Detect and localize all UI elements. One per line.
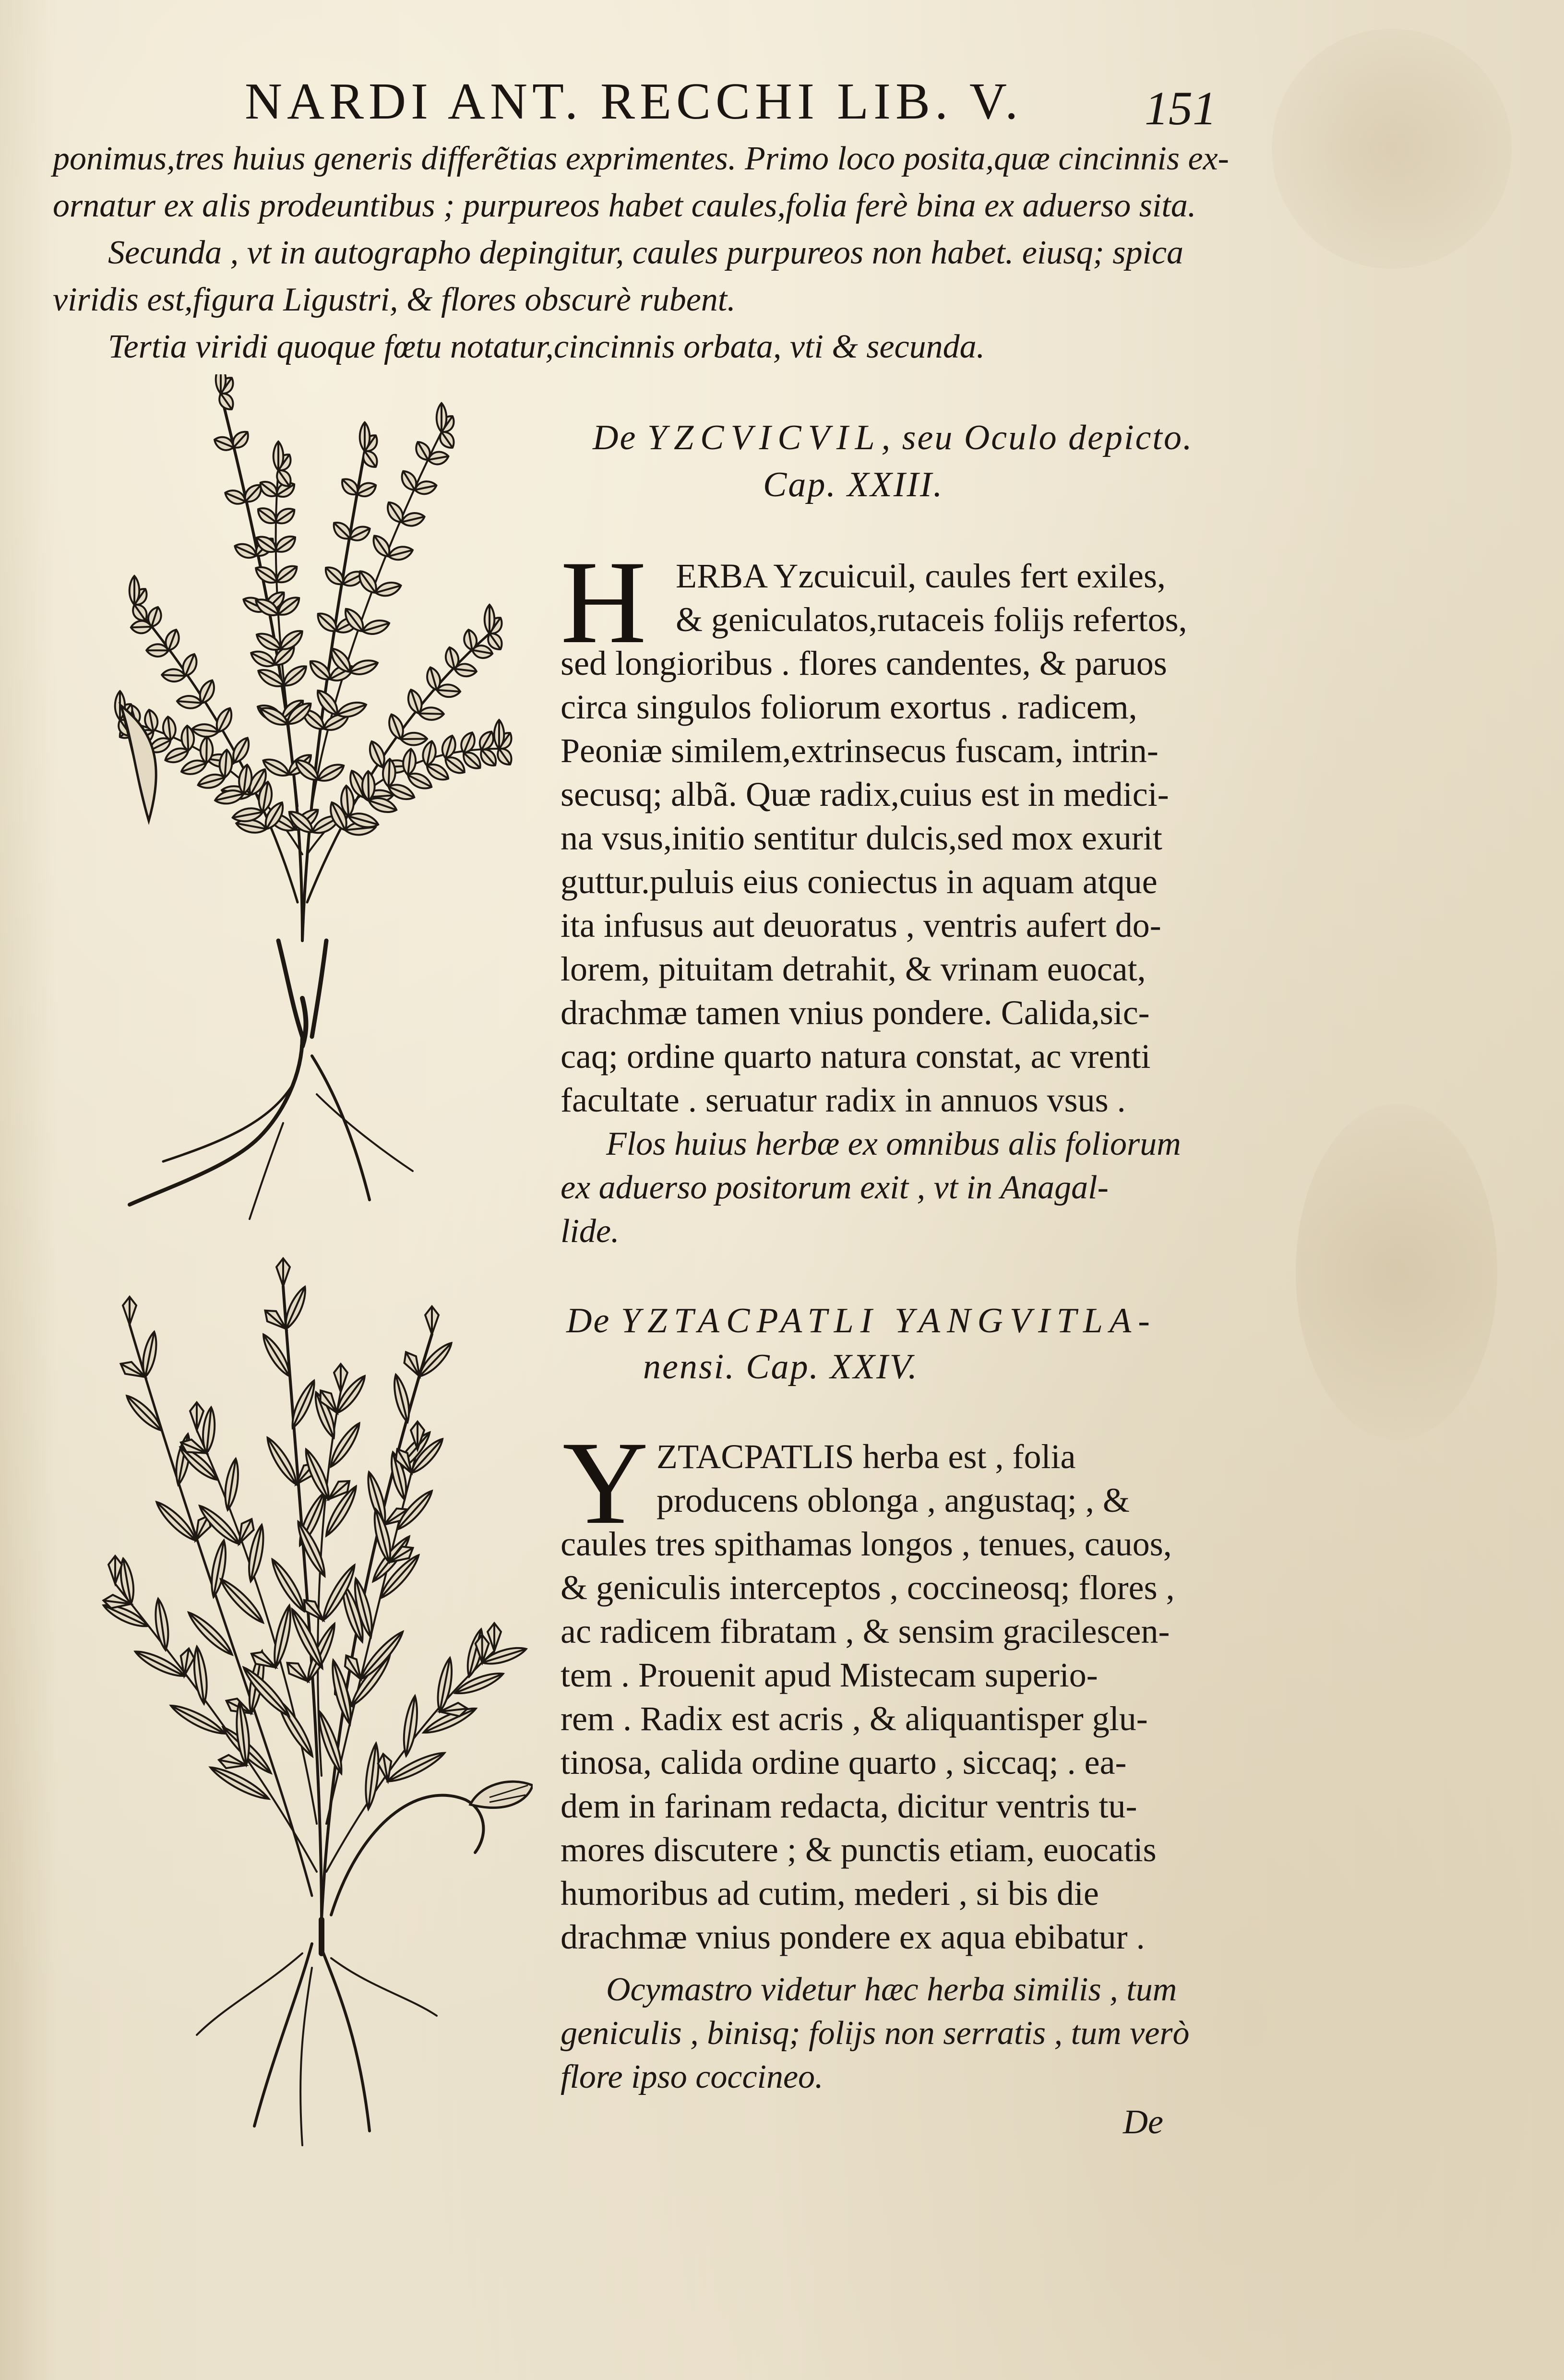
leaf-mark xyxy=(268,1556,309,1614)
leaf-mark xyxy=(391,1373,413,1423)
flower-bud-mark xyxy=(190,1402,203,1430)
body-line: rem . Radix est acris , & aliquantisper glu- xyxy=(561,1699,1148,1738)
intro-paragraph xyxy=(53,135,1238,371)
leaf-mark xyxy=(274,442,284,470)
body-line: guttur.puluis eius coniectus in aquam atque xyxy=(561,862,1158,901)
leaf-mark xyxy=(361,617,391,637)
chapter-24-number: nensi. Cap. XXIV. xyxy=(643,1347,919,1387)
leaf-mark xyxy=(437,403,447,432)
note-line: geniculis , binisq; folijs non serratis , tum verò xyxy=(561,2015,1190,2052)
body-line: ZTACPATLIS herba est , folia xyxy=(657,1437,1076,1476)
woodcut-plant-yztacpatli xyxy=(72,1248,533,2160)
leaf-mark xyxy=(143,708,159,732)
leaf-mark xyxy=(231,806,264,824)
body-line: tinosa, calida ordine quarto , siccaq; . ea- xyxy=(561,1743,1127,1782)
paper-stain xyxy=(1296,1104,1497,1440)
leaf-mark xyxy=(374,580,403,599)
body-line: ERBA Yzcuicuil, caules fert exiles, xyxy=(676,557,1166,595)
body-line: tem . Prouenit apud Mistecam superio- xyxy=(561,1656,1098,1694)
leaf-mark xyxy=(436,684,461,698)
body-line: drachmæ tamen vnius pondere. Calida,sic- xyxy=(561,993,1150,1032)
leaf-mark xyxy=(146,644,168,657)
flower-bud-mark xyxy=(425,1306,439,1334)
leaf-mark xyxy=(418,707,444,720)
leaf-mark xyxy=(421,740,438,767)
leaf-mark xyxy=(191,1646,210,1704)
leaf-mark xyxy=(401,1695,420,1757)
flower-bud-mark xyxy=(108,1556,122,1584)
leaf-mark xyxy=(153,1498,199,1544)
page-number: 151 xyxy=(1145,82,1217,135)
leaf-mark xyxy=(215,390,237,413)
body-line: producens oblonga , angustaq; , & xyxy=(657,1481,1130,1519)
body-line: drachmæ vnius pondere ex aqua ebibatur . xyxy=(561,1918,1145,1956)
leaf-mark xyxy=(153,1598,171,1650)
leaf-mark xyxy=(222,1458,241,1511)
body-line: Peoniæ similem,extrinsecus fuscam, intrin- xyxy=(561,731,1158,770)
chapter-23-heading xyxy=(593,418,1193,458)
chapter-24-note xyxy=(561,1968,1242,2099)
note-line: flore ipso coccineo. xyxy=(561,2058,824,2095)
drop-cap-h: H xyxy=(561,536,647,668)
body-line: sed longioribus . flores candentes, & paruos xyxy=(561,644,1167,682)
catchword: De xyxy=(1123,2103,1163,2141)
drooping-flower xyxy=(470,1782,533,1807)
body-line: ac radicem fibratam , & sensim gracilescen- xyxy=(561,1612,1170,1650)
flower-bud-mark xyxy=(488,1623,501,1651)
heading-plant-name: YZTACPATLI YANGVITLA- xyxy=(621,1301,1157,1340)
body-line: dem in farinam redacta, dicitur ventris tu- xyxy=(561,1787,1137,1825)
note-line: Ocymastro videtur hæc herba similis , tum xyxy=(606,1971,1177,2008)
body-line: & geniculatos,rutaceis folijs refertos, xyxy=(676,600,1187,639)
body-line: na vsus,initio sentitur dulcis,sed mox exurit xyxy=(561,819,1162,857)
running-head: NARDI ANT. RECCHI LIB. V. xyxy=(245,73,1023,130)
leaf-mark xyxy=(436,429,457,452)
body-line: mores discutere ; & punctis etiam, euocatis xyxy=(561,1830,1157,1869)
heading-suffix: , seu Oculo depicto. xyxy=(881,418,1194,457)
flower-bud-mark xyxy=(123,1297,136,1325)
leaf-mark xyxy=(387,544,414,562)
intro-line: Secunda , vt in autographo depingitur, caules purpureos non habet. eiusq; spica xyxy=(108,234,1184,271)
body-line: facultate . seruatur radix in annuos vsus . xyxy=(561,1081,1126,1119)
leaf-mark xyxy=(177,695,203,709)
note-line: ex aduerso positorum exit , vt in Anagal- xyxy=(561,1169,1109,1206)
chapter-24-body xyxy=(561,1417,1242,1959)
leaf-mark xyxy=(385,1748,447,1786)
note-line: Flos huius herbæ ex omnibus alis foliorum xyxy=(606,1125,1181,1162)
note-line: lide. xyxy=(561,1213,620,1250)
heading-prefix: De xyxy=(593,418,637,457)
body-line: humoribus ad cutim, mederi , si bis die xyxy=(561,1874,1099,1913)
intro-line: ponimus,tres huius generis differẽtias exprimentes. Primo loco posita,quæ cincinnis ex- xyxy=(53,140,1229,177)
leaf-mark xyxy=(140,1331,159,1378)
chapter-23-number: Cap. XXIII. xyxy=(763,465,944,504)
chapter-24-heading xyxy=(566,1301,1157,1341)
leaf-mark xyxy=(416,1339,455,1380)
leaf-mark xyxy=(162,669,186,682)
body-line: secusq; albã. Quæ radix,cuius est in medici- xyxy=(561,775,1169,813)
leaf-mark xyxy=(200,737,213,763)
drop-cap-y: Y xyxy=(562,1417,649,1549)
leaf-mark xyxy=(123,1392,165,1434)
woodcut-plant-yzcuicuil xyxy=(77,374,537,1238)
leaf-mark xyxy=(494,720,504,749)
leaf-mark xyxy=(363,1743,382,1810)
leaf-mark xyxy=(485,605,495,634)
heading-prefix: De xyxy=(566,1301,611,1340)
chapter-23-body xyxy=(561,536,1242,1122)
body-line: & geniculis interceptos , coccineosq; flores , xyxy=(561,1568,1175,1607)
flower-bud-mark xyxy=(334,1364,347,1392)
chapter-23-note xyxy=(561,1122,1242,1253)
heading-plant-name: YZCVICVIL xyxy=(647,418,882,457)
paper-stain xyxy=(1272,29,1512,269)
body-line: caules tres spithamas longos , tenues, cauos, xyxy=(561,1525,1172,1563)
leaf-mark xyxy=(348,657,380,678)
leaf-mark xyxy=(434,1657,455,1712)
flower-bud-mark xyxy=(276,1258,290,1286)
intro-line: viridis est,figura Ligustri, & flores obscurè rubent. xyxy=(53,281,736,318)
leaf-mark xyxy=(191,723,219,738)
leaf-mark xyxy=(249,647,278,670)
intro-line: ornatur ex alis prodeuntibus ; purpureos habet caules,folia ferè bina ex aduerso sita. xyxy=(53,187,1196,224)
leaf-mark xyxy=(130,576,140,605)
body-line: caq; ordine quarto natura constat, ac vrenti xyxy=(561,1037,1151,1076)
body-line: lorem, pituitam detrahit, & vrinam euocat, xyxy=(561,950,1146,988)
leaf-mark xyxy=(360,422,370,451)
body-line: ita infusus aut deuoratus , ventris aufert do- xyxy=(561,906,1161,945)
intro-line: Tertia viridi quoque fœtu notatur,cincinnis orbata, vti & secunda. xyxy=(108,328,985,365)
leaf-mark xyxy=(401,733,427,745)
body-line: circa singulos foliorum exortus . radicem, xyxy=(561,688,1137,726)
leaf-mark xyxy=(440,734,458,760)
